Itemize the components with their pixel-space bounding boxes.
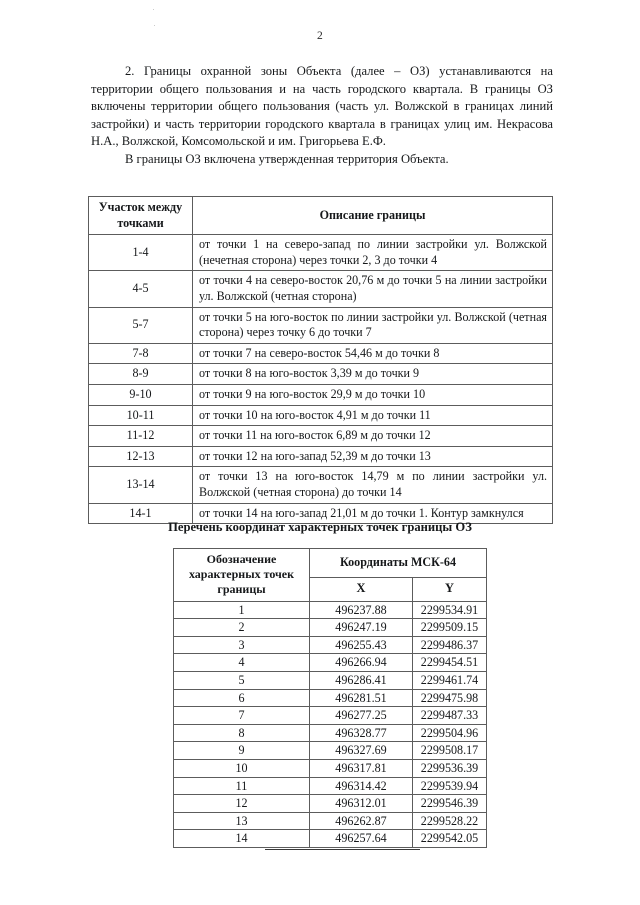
footer-separator-rule — [265, 849, 420, 850]
table-row — [174, 636, 487, 654]
table-row — [89, 467, 553, 503]
cell-point: 7 — [174, 707, 310, 725]
paragraph-clause-2: 2. Границы охранной зоны Объекта (далее – ОЗ) устанавливаются на территории общего пользования и на часть городского квартала. В границы ОЗ включены территории общего пользования (часть ул. Волжской в границах линий застройки) и часть территории городского квартала в границах улиц им. Некрасова Н.А., Волжской, Комсомольской и им. Григорьева Е.Ф. — [91, 64, 553, 149]
table-row — [174, 759, 487, 777]
cell-description: от точки 8 на юго-восток 3,39 м до точки 9 — [193, 364, 553, 385]
cell-point: 4 — [174, 654, 310, 672]
cell-y: 2299454.51 — [413, 654, 487, 672]
table-row — [174, 619, 487, 637]
table-row — [89, 364, 553, 385]
header-point-designation: Обозначение характерных точек границы — [174, 549, 310, 602]
cell-description: от точки 5 на юго-восток по линии застройки ул. Волжской (четная сторона) через точку 6 до точки 7 — [193, 307, 553, 343]
table-row — [89, 271, 553, 307]
cell-y: 2299508.17 — [413, 742, 487, 760]
table-row — [174, 830, 487, 848]
header-segment-between-points: Участок между точками — [89, 197, 193, 235]
cell-description: от точки 10 на юго-восток 4,91 м до точки 11 — [193, 405, 553, 426]
cell-point: 10 — [174, 759, 310, 777]
cell-y: 2299504.96 — [413, 724, 487, 742]
cell-point: 5 — [174, 671, 310, 689]
table-row — [174, 777, 487, 795]
cell-point: 9 — [174, 742, 310, 760]
table-row — [174, 654, 487, 672]
cell-x: 496312.01 — [310, 795, 413, 813]
page-number: 2 — [317, 30, 323, 42]
header-border-description: Описание границы — [193, 197, 553, 235]
cell-description: от точки 4 на северо-восток 20,76 м до точки 5 на линии застройки ул. Волжской (четная сторона) — [193, 271, 553, 307]
cell-description: от точки 1 на северо-запад по линии застройки ул. Волжской (нечетная сторона) через точки 2, 3 до точки 4 — [193, 235, 553, 271]
table-row — [174, 707, 487, 725]
table-row — [174, 689, 487, 707]
cell-segment: 10-11 — [89, 405, 193, 426]
scan-speck — [153, 9, 154, 10]
cell-segment: 7-8 — [89, 343, 193, 364]
cell-x: 496266.94 — [310, 654, 413, 672]
cell-x: 496247.19 — [310, 619, 413, 637]
cell-segment: 12-13 — [89, 446, 193, 467]
table-row — [174, 601, 487, 619]
cell-y: 2299539.94 — [413, 777, 487, 795]
cell-segment: 9-10 — [89, 384, 193, 405]
cell-segment: 1-4 — [89, 235, 193, 271]
cell-y: 2299528.22 — [413, 812, 487, 830]
cell-x: 496257.64 — [310, 830, 413, 848]
cell-point: 14 — [174, 830, 310, 848]
cell-segment: 8-9 — [89, 364, 193, 385]
table-header-row — [89, 197, 553, 235]
cell-point: 2 — [174, 619, 310, 637]
table-row — [174, 671, 487, 689]
cell-x: 496281.51 — [310, 689, 413, 707]
cell-segment: 14-1 — [89, 503, 193, 524]
table-row — [89, 235, 553, 271]
table-row — [174, 812, 487, 830]
cell-x: 496277.25 — [310, 707, 413, 725]
cell-y: 2299487.33 — [413, 707, 487, 725]
cell-segment: 4-5 — [89, 271, 193, 307]
table-row — [174, 795, 487, 813]
cell-x: 496314.42 — [310, 777, 413, 795]
table-row — [89, 343, 553, 364]
header-y: Y — [413, 577, 487, 601]
table-row — [89, 446, 553, 467]
cell-x: 496262.87 — [310, 812, 413, 830]
table-row — [89, 426, 553, 447]
cell-segment: 11-12 — [89, 426, 193, 447]
cell-y: 2299542.05 — [413, 830, 487, 848]
cell-y: 2299486.37 — [413, 636, 487, 654]
scan-speck — [154, 25, 155, 26]
cell-description: от точки 11 на юго-восток 6,89 м до точки 12 — [193, 426, 553, 447]
cell-x: 496286.41 — [310, 671, 413, 689]
cell-point: 1 — [174, 601, 310, 619]
border-description-table — [88, 196, 553, 524]
header-coordinate-system: Координаты МСК-64 — [310, 549, 487, 578]
table-row — [89, 307, 553, 343]
cell-x: 496255.43 — [310, 636, 413, 654]
coordinates-table — [173, 548, 487, 848]
cell-point: 13 — [174, 812, 310, 830]
header-x: X — [310, 577, 413, 601]
cell-description: от точки 13 на юго-восток 14,79 м по линии застройки ул. Волжской (четная сторона) до точки 14 — [193, 467, 553, 503]
cell-description: от точки 12 на юго-запад 52,39 м до точки 13 — [193, 446, 553, 467]
table-row — [89, 405, 553, 426]
cell-x: 496328.77 — [310, 724, 413, 742]
table-header-row — [174, 549, 487, 578]
cell-y: 2299475.98 — [413, 689, 487, 707]
body-text-block — [91, 63, 553, 169]
coords-table-heading: Перечень координат характерных точек границы ОЗ — [168, 520, 472, 534]
cell-point: 11 — [174, 777, 310, 795]
cell-y: 2299509.15 — [413, 619, 487, 637]
table-row — [174, 742, 487, 760]
cell-y: 2299546.39 — [413, 795, 487, 813]
cell-x: 496237.88 — [310, 601, 413, 619]
cell-x: 496327.69 — [310, 742, 413, 760]
cell-segment: 13-14 — [89, 467, 193, 503]
cell-point: 12 — [174, 795, 310, 813]
cell-description: от точки 14 на юго-запад 21,01 м до точки 1. Контур замкнулся — [193, 503, 553, 524]
table-row — [89, 384, 553, 405]
table-row — [174, 724, 487, 742]
cell-description: от точки 9 на юго-восток 29,9 м до точки 10 — [193, 384, 553, 405]
cell-point: 3 — [174, 636, 310, 654]
cell-y: 2299536.39 — [413, 759, 487, 777]
cell-point: 8 — [174, 724, 310, 742]
paragraph-object-territory: В границы ОЗ включена утвержденная территория Объекта. — [125, 151, 449, 166]
cell-segment: 5-7 — [89, 307, 193, 343]
cell-point: 6 — [174, 689, 310, 707]
cell-x: 496317.81 — [310, 759, 413, 777]
cell-y: 2299461.74 — [413, 671, 487, 689]
cell-description: от точки 7 на северо-восток 54,46 м до точки 8 — [193, 343, 553, 364]
cell-y: 2299534.91 — [413, 601, 487, 619]
